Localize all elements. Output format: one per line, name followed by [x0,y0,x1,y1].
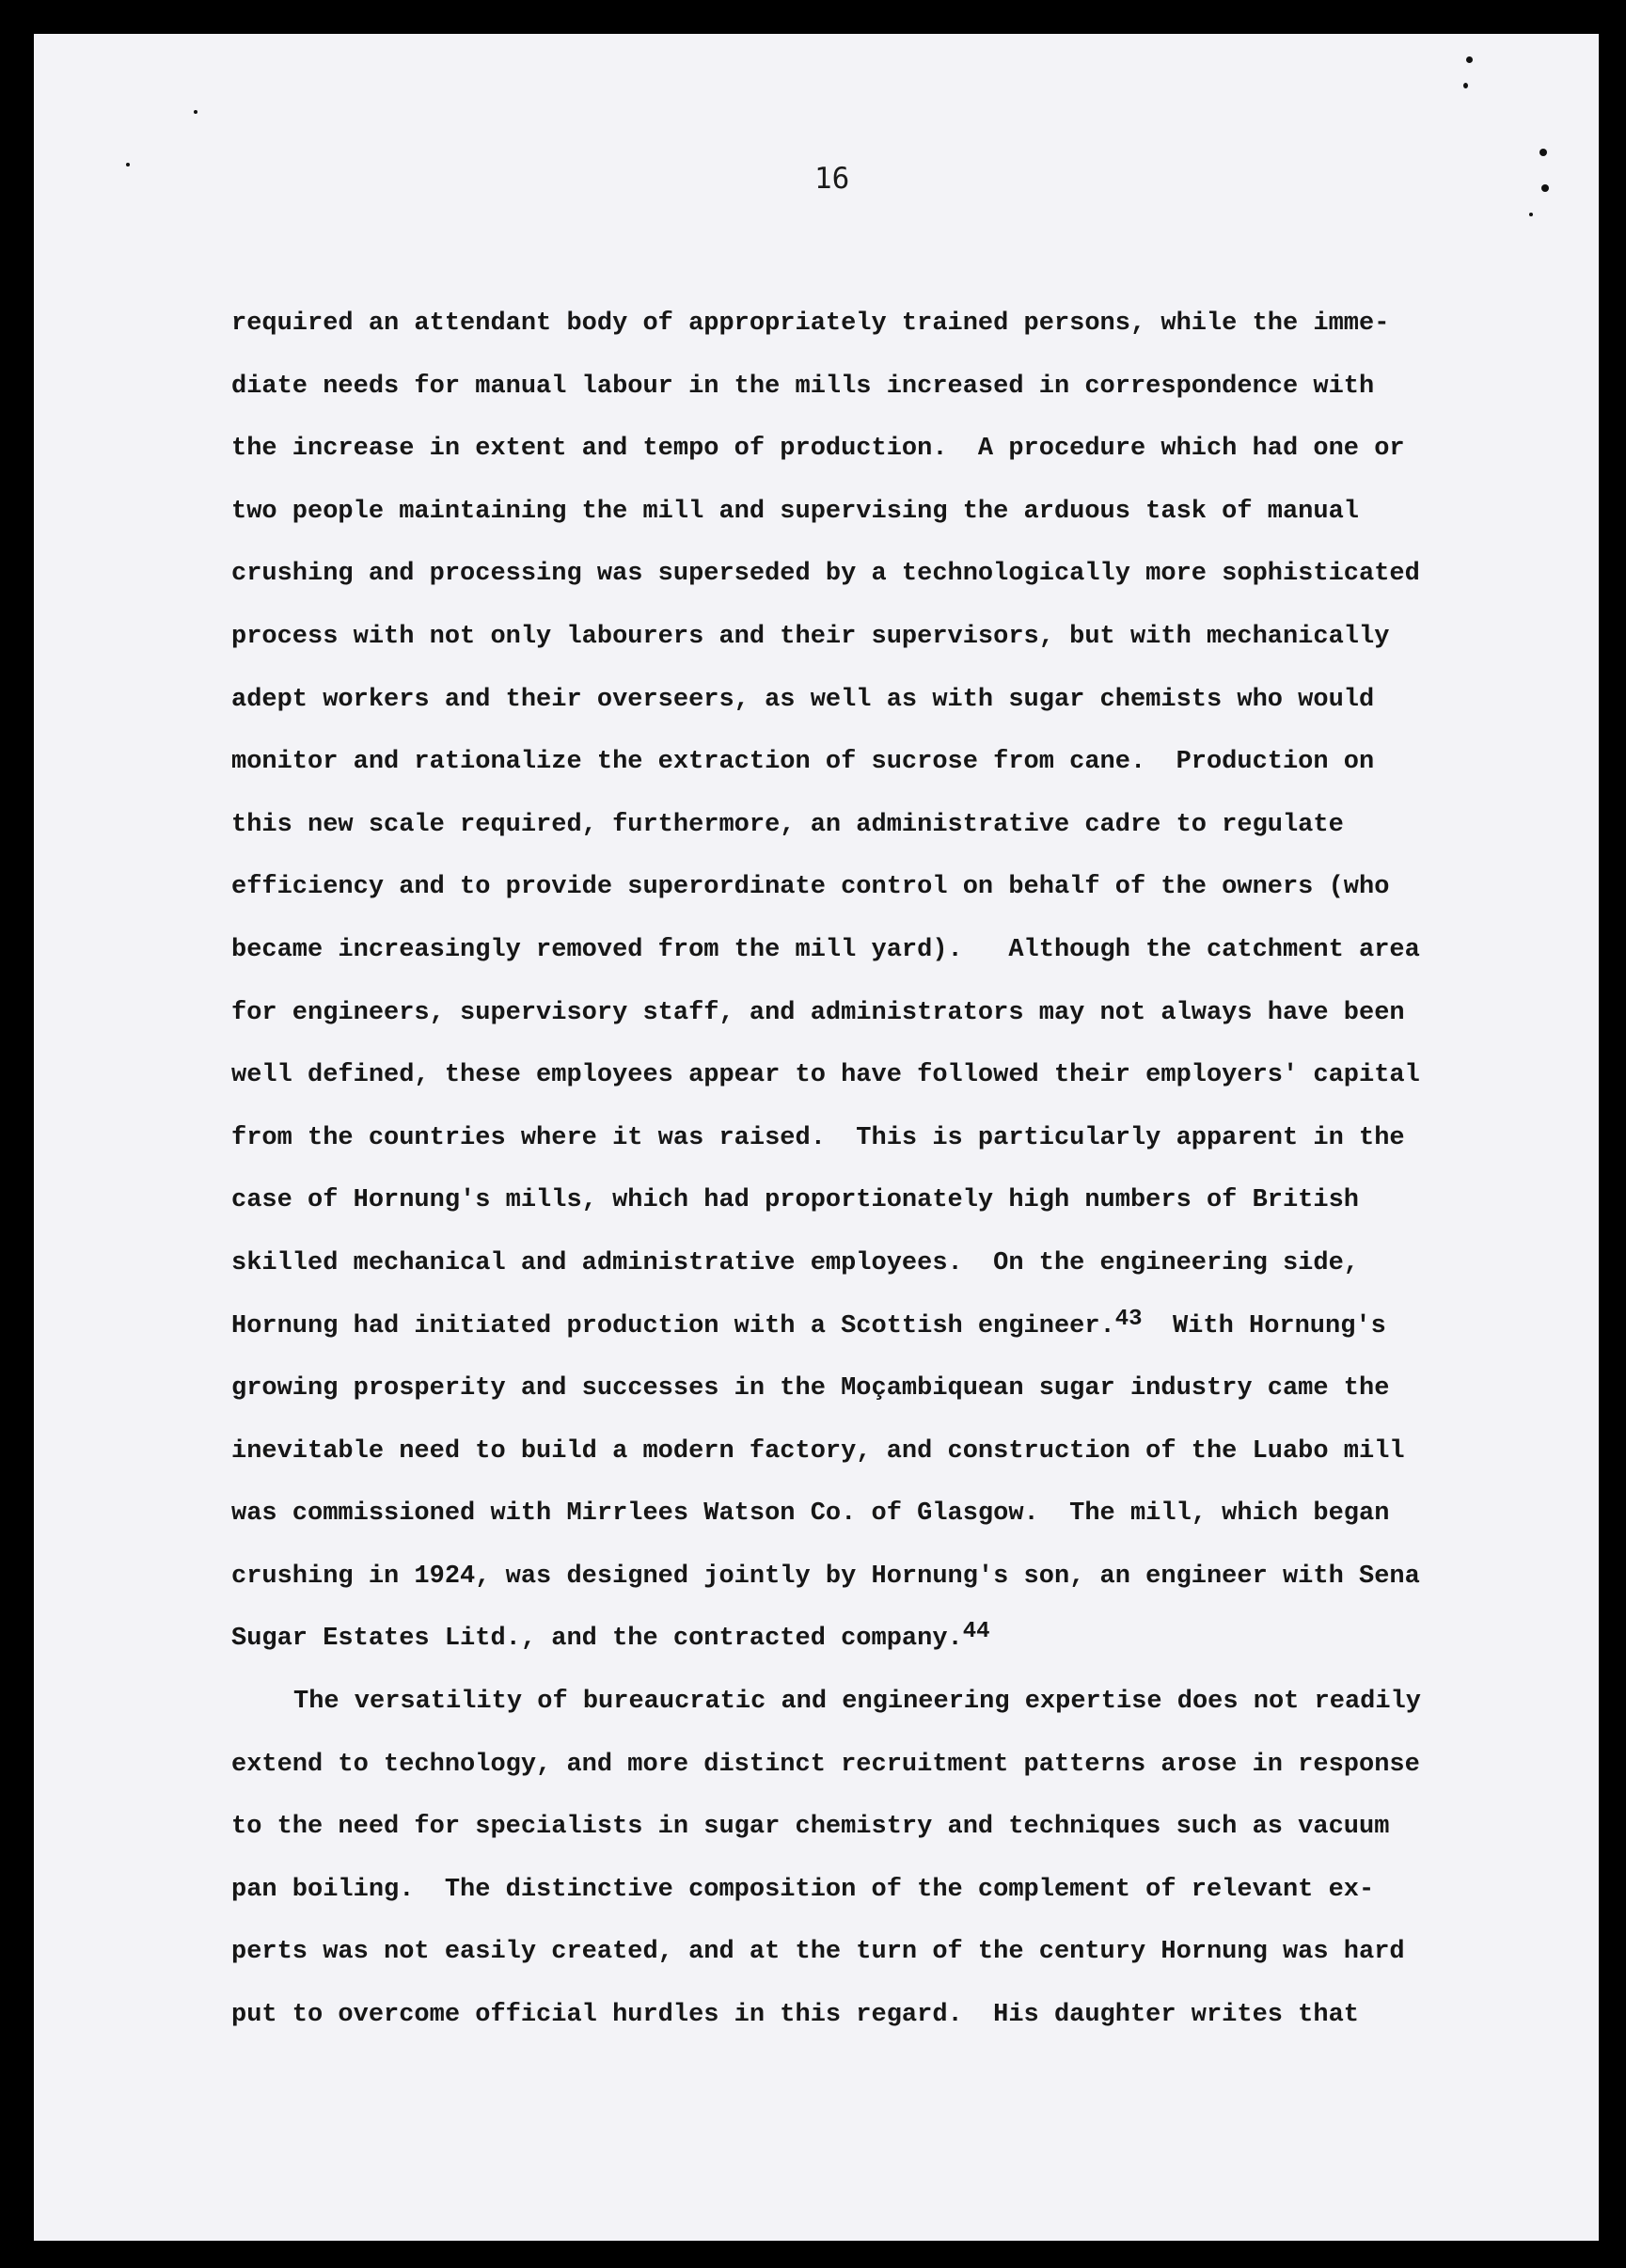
text-line [231,982,1482,1045]
line-text: well defined, these employees appear to have followed their employers' capital [231,1061,1420,1090]
line-text: monitor and rationalize the extraction of sucrose from cane. Production on [231,748,1375,777]
line-text: process with not only labourers and their supervisors, but with mechanically [231,622,1390,651]
line-text: required an attendant body of appropriately trained persons, while the imme- [231,309,1390,338]
text-line [231,669,1482,732]
footnote-marker: 43 [1114,1306,1143,1332]
line-text: was commissioned with Mirrlees Watson Co. of Glasgow. The mill, which began [231,1499,1390,1529]
text-line [231,1984,1482,2047]
line-text: perts was not easily created, and at the turn of the century Hornung was hard [231,1938,1405,1967]
text-line [231,293,1482,356]
scan-speck [126,163,130,167]
text-line [231,1420,1482,1483]
line-text: pan boiling. The distinctive composition of the complement of relevant ex- [231,1875,1375,1904]
line-text: inevitable need to build a modern factory, and construction of the Luabo mill [231,1436,1405,1466]
line-text: this new scale required, furthermore, an administrative cadre to regulate [231,810,1344,839]
scan-speck [1541,184,1549,192]
line-text: became increasingly removed from the mill yard). Although the catchment area [231,935,1420,964]
text-line [231,1796,1482,1859]
scan-speck [194,110,197,114]
line-text: crushing and processing was superseded by a technologically more sophisticated [231,560,1420,589]
line-text: to the need for specialists in sugar chemistry and techniques such as vacuum [231,1813,1390,1842]
text-line [231,1232,1482,1295]
text-line [231,1734,1482,1797]
text-line [231,418,1482,481]
document-page [34,34,1599,2241]
line-text-continued: With Hornung's [1142,1311,1386,1340]
line-text: from the countries where it was raised. This is particularly apparent in the [231,1123,1405,1152]
text-line [231,481,1482,544]
line-text: Hornung had initiated production with a Scottish engineer. [231,1311,1115,1340]
line-text: the increase in extent and tempo of production. A procedure which had one or [231,435,1405,464]
text-line [231,1169,1482,1232]
line-text: adept workers and their overseers, as well as with sugar chemists who would [231,685,1375,714]
line-text: case of Hornung's mills, which had proportionately high numbers of British [231,1186,1359,1215]
line-text: for engineers, supervisory staff, and administrators may not always have been [231,998,1405,1027]
scan-speck [1463,83,1468,88]
line-text: growing prosperity and successes in the Moçambiquean sugar industry came the [231,1374,1390,1404]
text-line [231,1671,1482,1734]
text-line [231,543,1482,606]
line-text: efficiency and to provide superordinate control on behalf of the owners (who [231,873,1390,902]
text-line [231,1107,1482,1170]
text-line [231,606,1482,669]
scan-speck [1529,213,1533,216]
line-text: The versatility of bureaucratic and engineering expertise does not readily [293,1688,1421,1717]
line-text: diate needs for manual labour in the mills increased in correspondence with [231,372,1375,401]
text-line [231,1546,1482,1609]
text-line [231,794,1482,857]
line-text: Sugar Estates Litd., and the contracted company. [231,1625,963,1654]
footnote-marker: 44 [962,1619,990,1645]
text-line [231,919,1482,982]
text-line [231,1357,1482,1420]
line-text: two people maintaining the mill and supervising the arduous task of manual [231,497,1359,526]
text-line [231,356,1482,419]
line-text: extend to technology, and more distinct recruitment patterns arose in response [231,1750,1420,1779]
text-line [231,1921,1482,1984]
line-text: crushing in 1924, was designed jointly by Hornung's son, an engineer with Sena [231,1562,1420,1591]
body-text [231,293,1482,2047]
text-line [231,1483,1482,1546]
scan-speck [1466,56,1473,63]
page-number: 16 [814,162,850,196]
scan-speck [1539,149,1547,156]
text-line [231,1608,1482,1671]
text-line [231,1859,1482,1922]
text-line [231,1044,1482,1107]
text-line [231,856,1482,919]
line-text: put to overcome official hurdles in this regard. His daughter writes that [231,2001,1359,2030]
text-line [231,1295,1482,1358]
text-line [231,731,1482,794]
line-text: skilled mechanical and administrative employees. On the engineering side, [231,1248,1359,1277]
